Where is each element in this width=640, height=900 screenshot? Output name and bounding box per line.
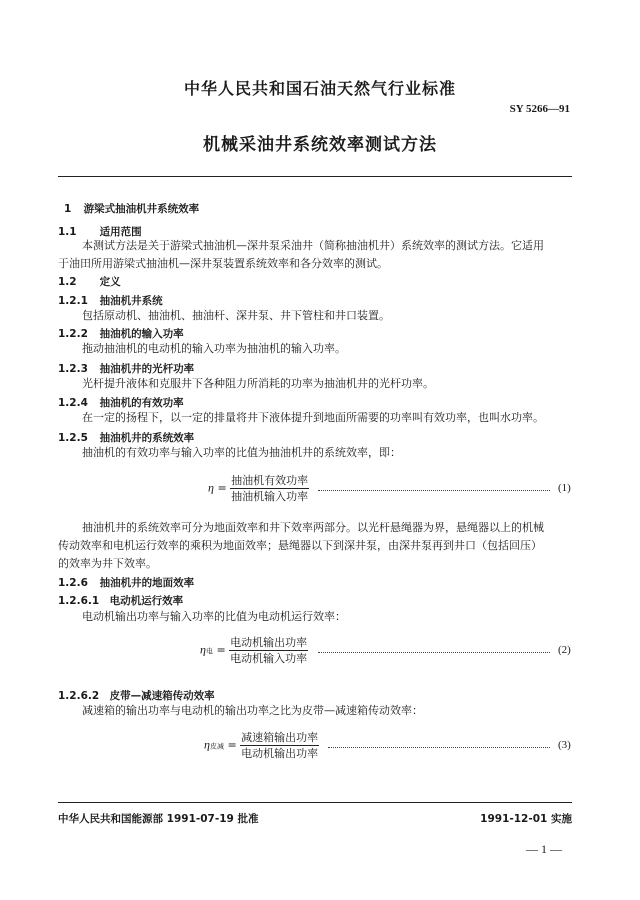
fraction-numerator: 电动机输出功率	[230, 636, 308, 649]
clause-1-2-3-heading	[58, 361, 194, 376]
clause-1-2-5-para-line1: 抽油机井的系统效率可分为地面效率和井下效率两部分。以光杆悬绳器为界，悬绳器以上的机械	[82, 521, 544, 534]
clause-number: 1.2.6	[58, 577, 88, 589]
eta-symbol: η	[208, 480, 214, 495]
equation-leader-dots	[318, 490, 550, 491]
clause-1-1-text-line1: 本测试方法是关于游梁式抽油机—深井泵采油井（简称抽油机井）系统效率的测试方法。它适用	[82, 239, 544, 252]
clause-number: 1.2.5	[58, 432, 88, 444]
clause-number: 1.2.3	[58, 363, 88, 375]
equation-2	[200, 636, 308, 665]
clause-1-1-text-line2: 于油田所用游梁式抽油机—深井泵装置系统效率和各分效率的测试。	[58, 257, 388, 270]
standard-number: SY 5266—91	[509, 103, 570, 115]
approval-info: 中华人民共和国能源部 1991-07-19 批准	[58, 813, 259, 825]
clause-title: 抽油机的有效功率	[99, 397, 184, 409]
equals-sign: =	[216, 643, 226, 657]
clause-title: 定义	[99, 276, 121, 288]
clause-title: 抽油机井的地面效率	[99, 577, 195, 589]
equation-fraction	[230, 474, 309, 503]
clause-number: 1.2.6.1	[58, 595, 100, 607]
section-number: 1	[64, 203, 72, 215]
equation-fraction	[229, 636, 308, 665]
equation-number: (3)	[558, 739, 571, 751]
equation-fraction	[240, 731, 319, 760]
clause-1-2-6-2-text: 减速箱的输出功率与电动机的输出功率之比为皮带—减速箱传动效率：	[82, 704, 423, 717]
clause-1-2-6-1-heading	[58, 593, 183, 608]
eta-symbol: η	[204, 737, 210, 752]
clause-1-2-6-1-text: 电动机输出功率与输入功率的比值为电动机运行效率：	[82, 610, 346, 623]
equation-1	[208, 474, 309, 503]
fraction-denominator: 电动机输入功率	[230, 652, 308, 665]
clause-1-2-4-text: 在一定的扬程下，以一定的排量将井下液体提升到地面所需要的功率叫有效功率，也叫水功率。	[82, 411, 544, 424]
fraction-denominator: 抽油机输入功率	[231, 490, 309, 503]
standard-category-title: 中华人民共和国石油天然气行业标准	[183, 79, 456, 98]
footer-rule	[58, 802, 572, 803]
eta-subscript: 皮减	[209, 742, 224, 751]
section-1-heading	[64, 201, 199, 216]
equation-number: (2)	[558, 644, 571, 656]
clause-1-2-5-para-line2: 传动效率和电机运行效率的乘积为地面效率；悬绳器以下到深井泵，由深井泵再到井口（包括回压）	[58, 539, 542, 552]
header-rule	[58, 176, 572, 177]
equals-sign: =	[227, 738, 237, 752]
clause-title: 抽油机井的系统效率	[99, 432, 195, 444]
clause-number: 1.2.1	[58, 295, 88, 307]
clause-title: 适用范围	[99, 226, 142, 238]
fraction-numerator: 减速箱输出功率	[241, 731, 319, 744]
eta-subscript: 电	[205, 647, 213, 656]
equation-leader-dots	[318, 652, 550, 653]
clause-1-2-2-text: 拖动抽油机的电动机的输入功率为抽油机的输入功率。	[82, 342, 346, 355]
clause-1-2-4-heading	[58, 395, 184, 410]
clause-1-1-heading	[58, 224, 142, 239]
clause-1-2-6-2-heading	[58, 688, 215, 703]
fraction-numerator: 抽油机有效功率	[231, 474, 309, 487]
equation-number: (1)	[558, 482, 571, 494]
clause-1-2-1-heading	[58, 293, 163, 308]
clause-number: 1.1	[58, 226, 77, 238]
clause-1-2-2-heading	[58, 326, 184, 341]
clause-title: 抽油机的输入功率	[99, 328, 184, 340]
equation-3	[204, 731, 319, 760]
clause-number: 1.2	[58, 276, 77, 288]
page-number: — 1 —	[526, 842, 562, 856]
clause-1-2-6-heading	[58, 575, 194, 590]
clause-1-2-1-text: 包括原动机、抽油机、抽油杆、深井泵、井下管柱和井口装置。	[82, 309, 390, 322]
equation-leader-dots	[328, 747, 550, 748]
section-title: 游梁式抽油机井系统效率	[83, 203, 200, 215]
clause-1-2-heading	[58, 274, 121, 289]
equals-sign: =	[217, 481, 227, 495]
clause-title: 抽油机井的光杆功率	[99, 363, 195, 375]
clause-1-2-5-para-line3: 的效率为井下效率。	[58, 557, 157, 570]
clause-title: 抽油机井系统	[99, 295, 163, 307]
clause-number: 1.2.2	[58, 328, 88, 340]
clause-number: 1.2.6.2	[58, 690, 100, 702]
document-title: 机械采油井系统效率测试方法	[203, 135, 437, 155]
clause-1-2-5-text: 抽油机的有效功率与输入功率的比值为抽油机井的系统效率，即：	[82, 446, 401, 459]
fraction-denominator: 电动机输出功率	[241, 747, 319, 760]
clause-title: 皮带—减速箱传动效率	[109, 690, 215, 702]
implementation-date: 1991-12-01 实施	[480, 813, 572, 825]
eta-symbol: η	[200, 642, 206, 657]
clause-1-2-5-heading	[58, 430, 194, 445]
clause-1-2-3-text: 光杆提升液体和克服井下各种阻力所消耗的功率为抽油机井的光杆功率。	[82, 377, 434, 390]
clause-number: 1.2.4	[58, 397, 88, 409]
clause-title: 电动机运行效率	[109, 595, 184, 607]
